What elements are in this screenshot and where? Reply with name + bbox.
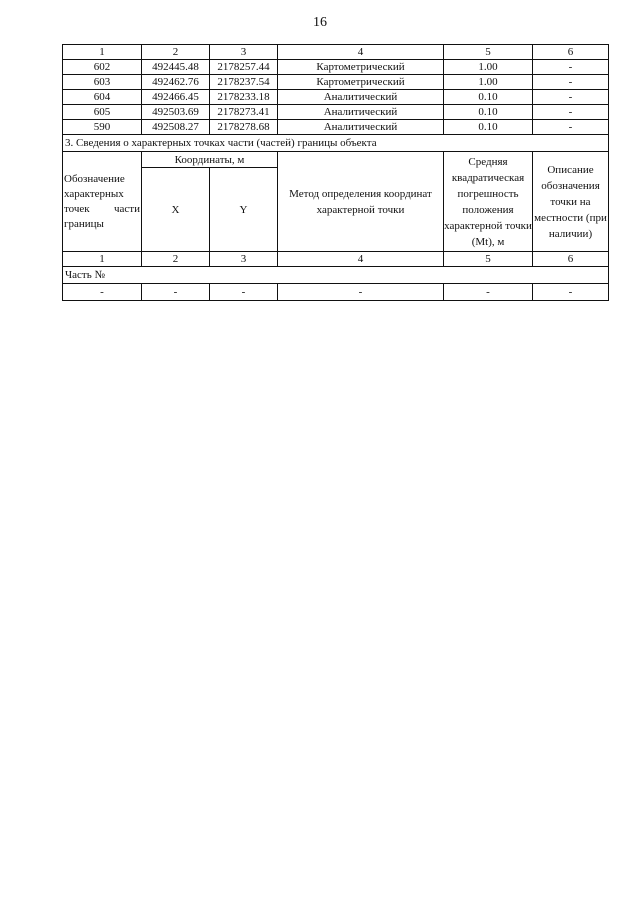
method-header: Метод определения координат характерной точки [278,152,444,252]
section-title: 3. Сведения о характерных точках части (частей) границы объекта [63,135,609,152]
table-row [63,75,609,90]
designation-header: Обозначение характерных точек части границы [63,152,142,252]
method: Картометрический [278,60,444,75]
part-row [63,267,609,284]
method: Картометрический [278,75,444,90]
col-number: 6 [533,45,609,60]
empty-cell: - [533,284,609,301]
header-row-top [63,152,609,168]
column-number-row [63,252,609,267]
empty-cell: - [210,284,278,301]
method: Аналитический [278,105,444,120]
coordinates-table [62,44,609,301]
error-value: 1.00 [444,75,533,90]
point-id: 605 [63,105,142,120]
coord-y: 2178257.44 [210,60,278,75]
col-number: 5 [444,45,533,60]
empty-cell: - [444,284,533,301]
col-number: 2 [142,252,210,267]
table-row [63,105,609,120]
error-header: Средняя квадратическая погрешность положения характерной точки (Mt), м [444,152,533,252]
description: - [533,90,609,105]
coord-y: 2178278.68 [210,120,278,135]
point-id: 604 [63,90,142,105]
col-number: 5 [444,252,533,267]
col-number: 3 [210,45,278,60]
error-value: 0.10 [444,105,533,120]
description: - [533,75,609,90]
section-title-row [63,135,609,152]
table-row [63,120,609,135]
coord-y: 2178237.54 [210,75,278,90]
x-header: X [142,168,210,252]
method: Аналитический [278,90,444,105]
point-id: 602 [63,60,142,75]
point-id: 590 [63,120,142,135]
error-value: 0.10 [444,120,533,135]
col-number: 4 [278,45,444,60]
column-number-row [63,45,609,60]
description: - [533,120,609,135]
col-number: 6 [533,252,609,267]
coord-x: 492466.45 [142,90,210,105]
coord-y: 2178233.18 [210,90,278,105]
point-id: 603 [63,75,142,90]
coord-y: 2178273.41 [210,105,278,120]
col-number: 2 [142,45,210,60]
table-row [63,284,609,301]
y-header: Y [210,168,278,252]
coord-x: 492445.48 [142,60,210,75]
empty-cell: - [278,284,444,301]
method: Аналитический [278,120,444,135]
col-number: 4 [278,252,444,267]
table-row [63,60,609,75]
error-value: 1.00 [444,60,533,75]
col-number: 3 [210,252,278,267]
table-row [63,90,609,105]
coord-x: 492462.76 [142,75,210,90]
page-number: 16 [313,15,327,30]
empty-cell: - [142,284,210,301]
col-number: 1 [63,252,142,267]
col-number: 1 [63,45,142,60]
description-header: Описание обозначения точки на местности (при наличии) [533,152,609,252]
error-value: 0.10 [444,90,533,105]
coord-x: 492508.27 [142,120,210,135]
coord-x: 492503.69 [142,105,210,120]
description: - [533,105,609,120]
coordinates-header: Координаты, м [142,152,278,168]
part-label: Часть № [63,267,609,284]
empty-cell: - [63,284,142,301]
description: - [533,60,609,75]
